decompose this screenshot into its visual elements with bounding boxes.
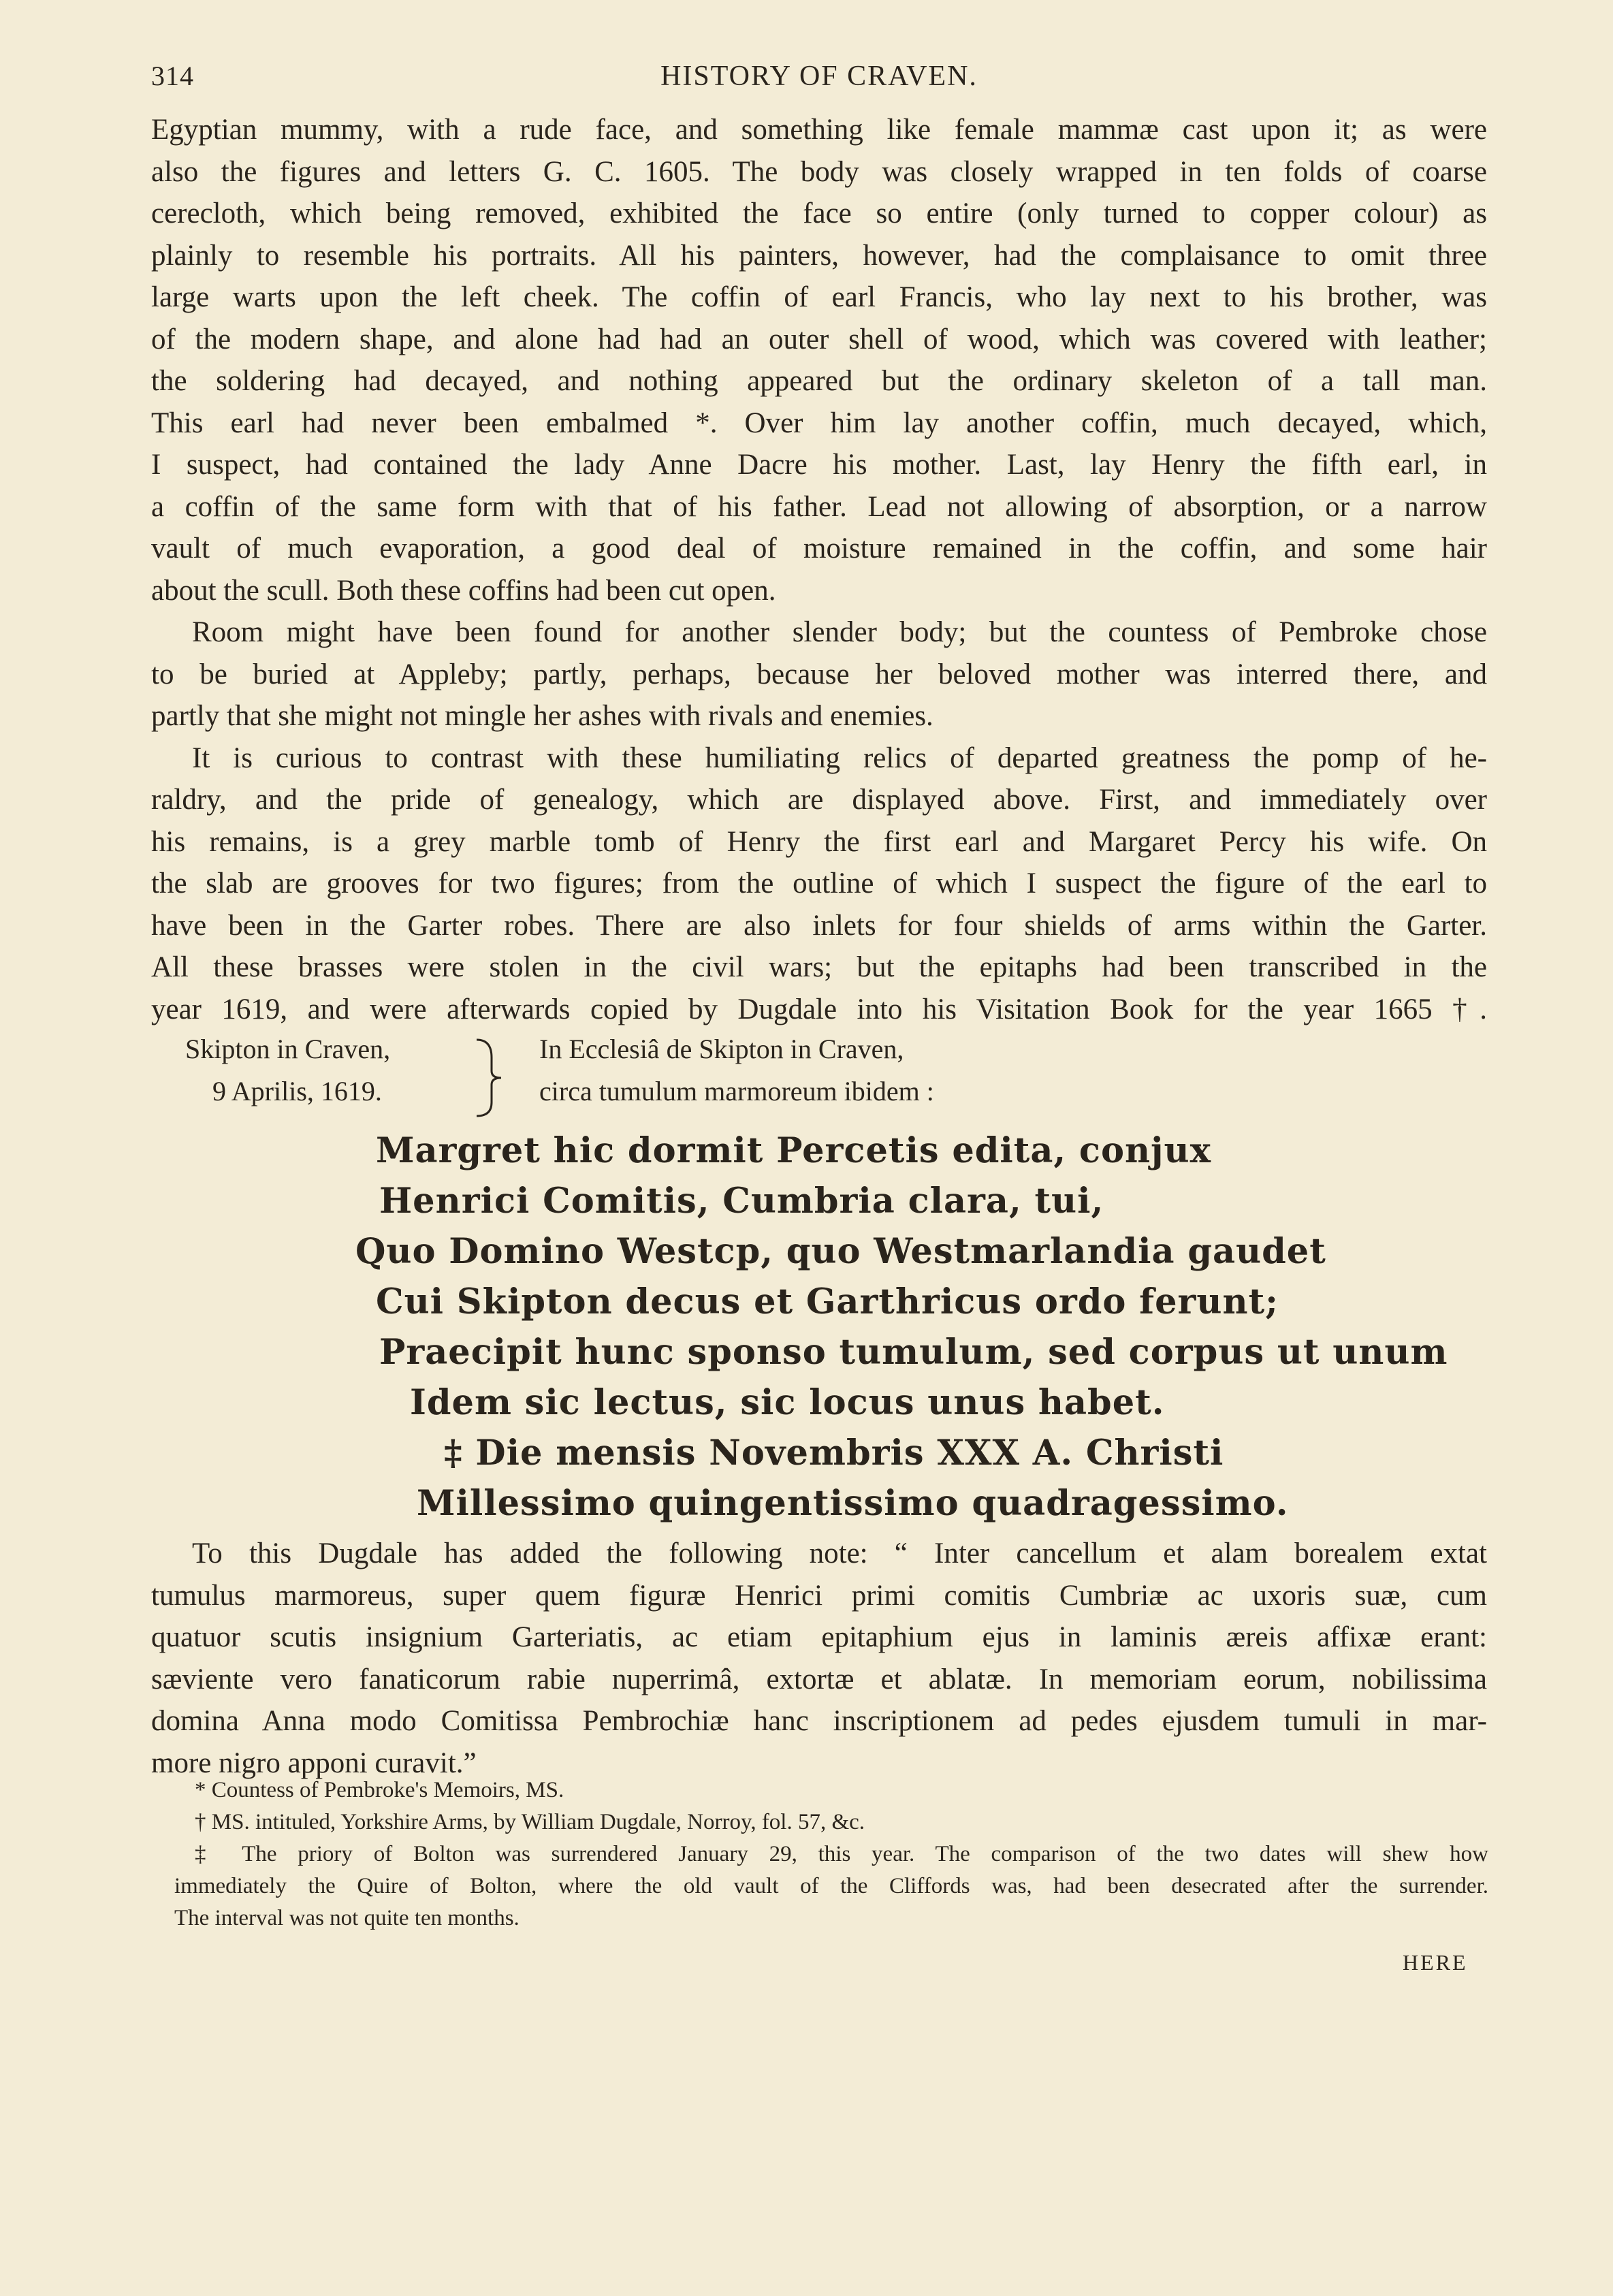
footnote-double-dagger: ‡ The priory of Bolton was surrendered January 29, this year. The comparison of the two dates will shew how xyxy=(195,1842,1488,1866)
catchword: HERE xyxy=(1403,1950,1468,1975)
footnote-double-dagger-end: The interval was not quite ten months. xyxy=(174,1906,520,1930)
page-header xyxy=(151,54,1487,102)
text-line: Egyptian mummy, with a rude face, and something like female mammæ cast upon it; as were xyxy=(151,114,1487,146)
paragraph-4 xyxy=(151,1533,1487,1784)
text-line: a coffin of the same form with that of his father. Lead not allowing of absorption, or a narrow xyxy=(151,490,1487,523)
text-line: I suspect, had contained the lady Anne Dacre his mother. Last, lay Henry the fifth earl, in xyxy=(151,449,1487,481)
text-line: To this Dugdale has added the following note: “ Inter cancellum et alam borealem extat xyxy=(192,1537,1487,1569)
text-line: of the modern shape, and alone had had an outer shell of wood, which was covered with leather; xyxy=(151,323,1487,355)
text-line: This earl had never been embalmed *. Over him lay another coffin, much decayed, which, xyxy=(151,406,1487,439)
paragraph-3 xyxy=(151,737,1487,1031)
inscription-place: Skipton in Craven, xyxy=(185,1034,391,1064)
text-line: partly that she might not mingle her ashes with rivals and enemies. xyxy=(151,700,933,732)
inscription-date: 9 Aprilis, 1619. xyxy=(212,1076,382,1106)
text-line: raldry, and the pride of genealogy, which are displayed above. First, and immediately over xyxy=(151,784,1487,816)
main-text xyxy=(151,109,1487,1784)
paragraph-1 xyxy=(151,109,1487,611)
text-line: quatuor scutis insignium Garteriatis, ac etiam epitaphium ejus in laminis æreis affixæ erant: xyxy=(151,1621,1487,1653)
epitaph-line: Idem sic lectus, sic locus unus habet. xyxy=(410,1382,1165,1423)
curly-brace-icon xyxy=(471,1037,512,1119)
epitaph-line: Margret hic dormit Percetis edita, conjux xyxy=(376,1130,1211,1171)
text-line: cerecloth, which being removed, exhibited the face so entire (only turned to copper colour) as xyxy=(151,197,1487,229)
text-line: large warts upon the left cheek. The coffin of earl Francis, who lay next to his brother, was xyxy=(151,281,1487,313)
running-title: HISTORY OF CRAVEN. xyxy=(660,61,978,92)
text-line: also the figures and letters G. C. 1605. The body was closely wrapped in ten folds of coarse xyxy=(151,155,1487,188)
footnote-dagger: † MS. intituled, Yorkshire Arms, by William Dugdale, Norroy, fol. 57, &c. xyxy=(195,1810,865,1834)
epitaph-line: Cui Skipton decus et Garthricus ordo ferunt; xyxy=(376,1281,1279,1322)
text-line: have been in the Garter robes. There are also inlets for four shields of arms within the Garter. xyxy=(151,909,1487,942)
epitaph-line: Henrici Comitis, Cumbria clara, tui, xyxy=(379,1181,1104,1222)
epitaph-blackletter xyxy=(151,1126,1487,1529)
footnote-double-dagger-cont: immediately the Quire of Bolton, where the old vault of the Cliffords was, had been desecrated after the surrender. xyxy=(174,1874,1488,1898)
inscription-location: In Ecclesiâ de Skipton in Craven, xyxy=(539,1034,904,1064)
text-line: year 1619, and were afterwards copied by Dugdale into his Visitation Book for the year 1665 †. xyxy=(151,993,1487,1025)
footnote-star: * Countess of Pembroke's Memoirs, MS. xyxy=(195,1778,564,1802)
epitaph-line: Praecipit hunc sponso tumulum, sed corpus ut unum xyxy=(379,1332,1448,1373)
text-line: It is curious to contrast with these humiliating relics of departed greatness the pomp of he- xyxy=(192,742,1487,774)
text-line: his remains, is a grey marble tomb of Henry the first earl and Margaret Percy his wife. On xyxy=(151,825,1487,858)
text-line: tumulus marmoreus, super quem figuræ Henrici primi comitis Cumbriæ ac uxoris suæ, cum xyxy=(151,1579,1487,1612)
text-line: sæviente vero fanaticorum rabie nuperrimâ, extortæ et ablatæ. In memoriam eorum, nobilissima xyxy=(151,1663,1487,1695)
text-line: the soldering had decayed, and nothing appeared but the ordinary skeleton of a tall man. xyxy=(151,365,1487,397)
text-line: the slab are grooves for two figures; from the outline of which I suspect the figure of the earl to xyxy=(151,867,1487,899)
text-line: domina Anna modo Comitissa Pembrochiæ hanc inscriptionem ad pedes ejusdem tumuli in mar- xyxy=(151,1705,1487,1737)
inscription-tomb: circa tumulum marmoreum ibidem : xyxy=(539,1076,934,1106)
text-line: about the scull. Both these coffins had been cut open. xyxy=(151,574,776,607)
paragraph-2 xyxy=(151,611,1487,737)
epitaph-line: Quo Domino Westcp, quo Westmarlandia gaudet xyxy=(355,1231,1326,1272)
text-line: Room might have been found for another slender body; but the countess of Pembroke chose xyxy=(192,616,1487,648)
text-line: vault of much evaporation, a good deal of moisture remained in the coffin, and some hair xyxy=(151,532,1487,564)
text-line: plainly to resemble his portraits. All his painters, however, had the complaisance to omit three xyxy=(151,239,1487,272)
epitaph-line: ‡ Die mensis Novembris XXX A. Christi xyxy=(444,1433,1224,1473)
text-line: more nigro apponi curavit.” xyxy=(151,1747,477,1779)
page-number: 314 xyxy=(151,61,194,91)
text-line: to be buried at Appleby; partly, perhaps, because her beloved mother was interred there, and xyxy=(151,658,1487,690)
inscription-heading xyxy=(151,1033,1487,1121)
epitaph-line: Millessimo quingentissimo quadragessimo. xyxy=(417,1483,1289,1524)
footnotes xyxy=(174,1774,1488,1934)
text-line: All these brasses were stolen in the civil wars; but the epitaphs had been transcribed in the xyxy=(151,951,1487,983)
